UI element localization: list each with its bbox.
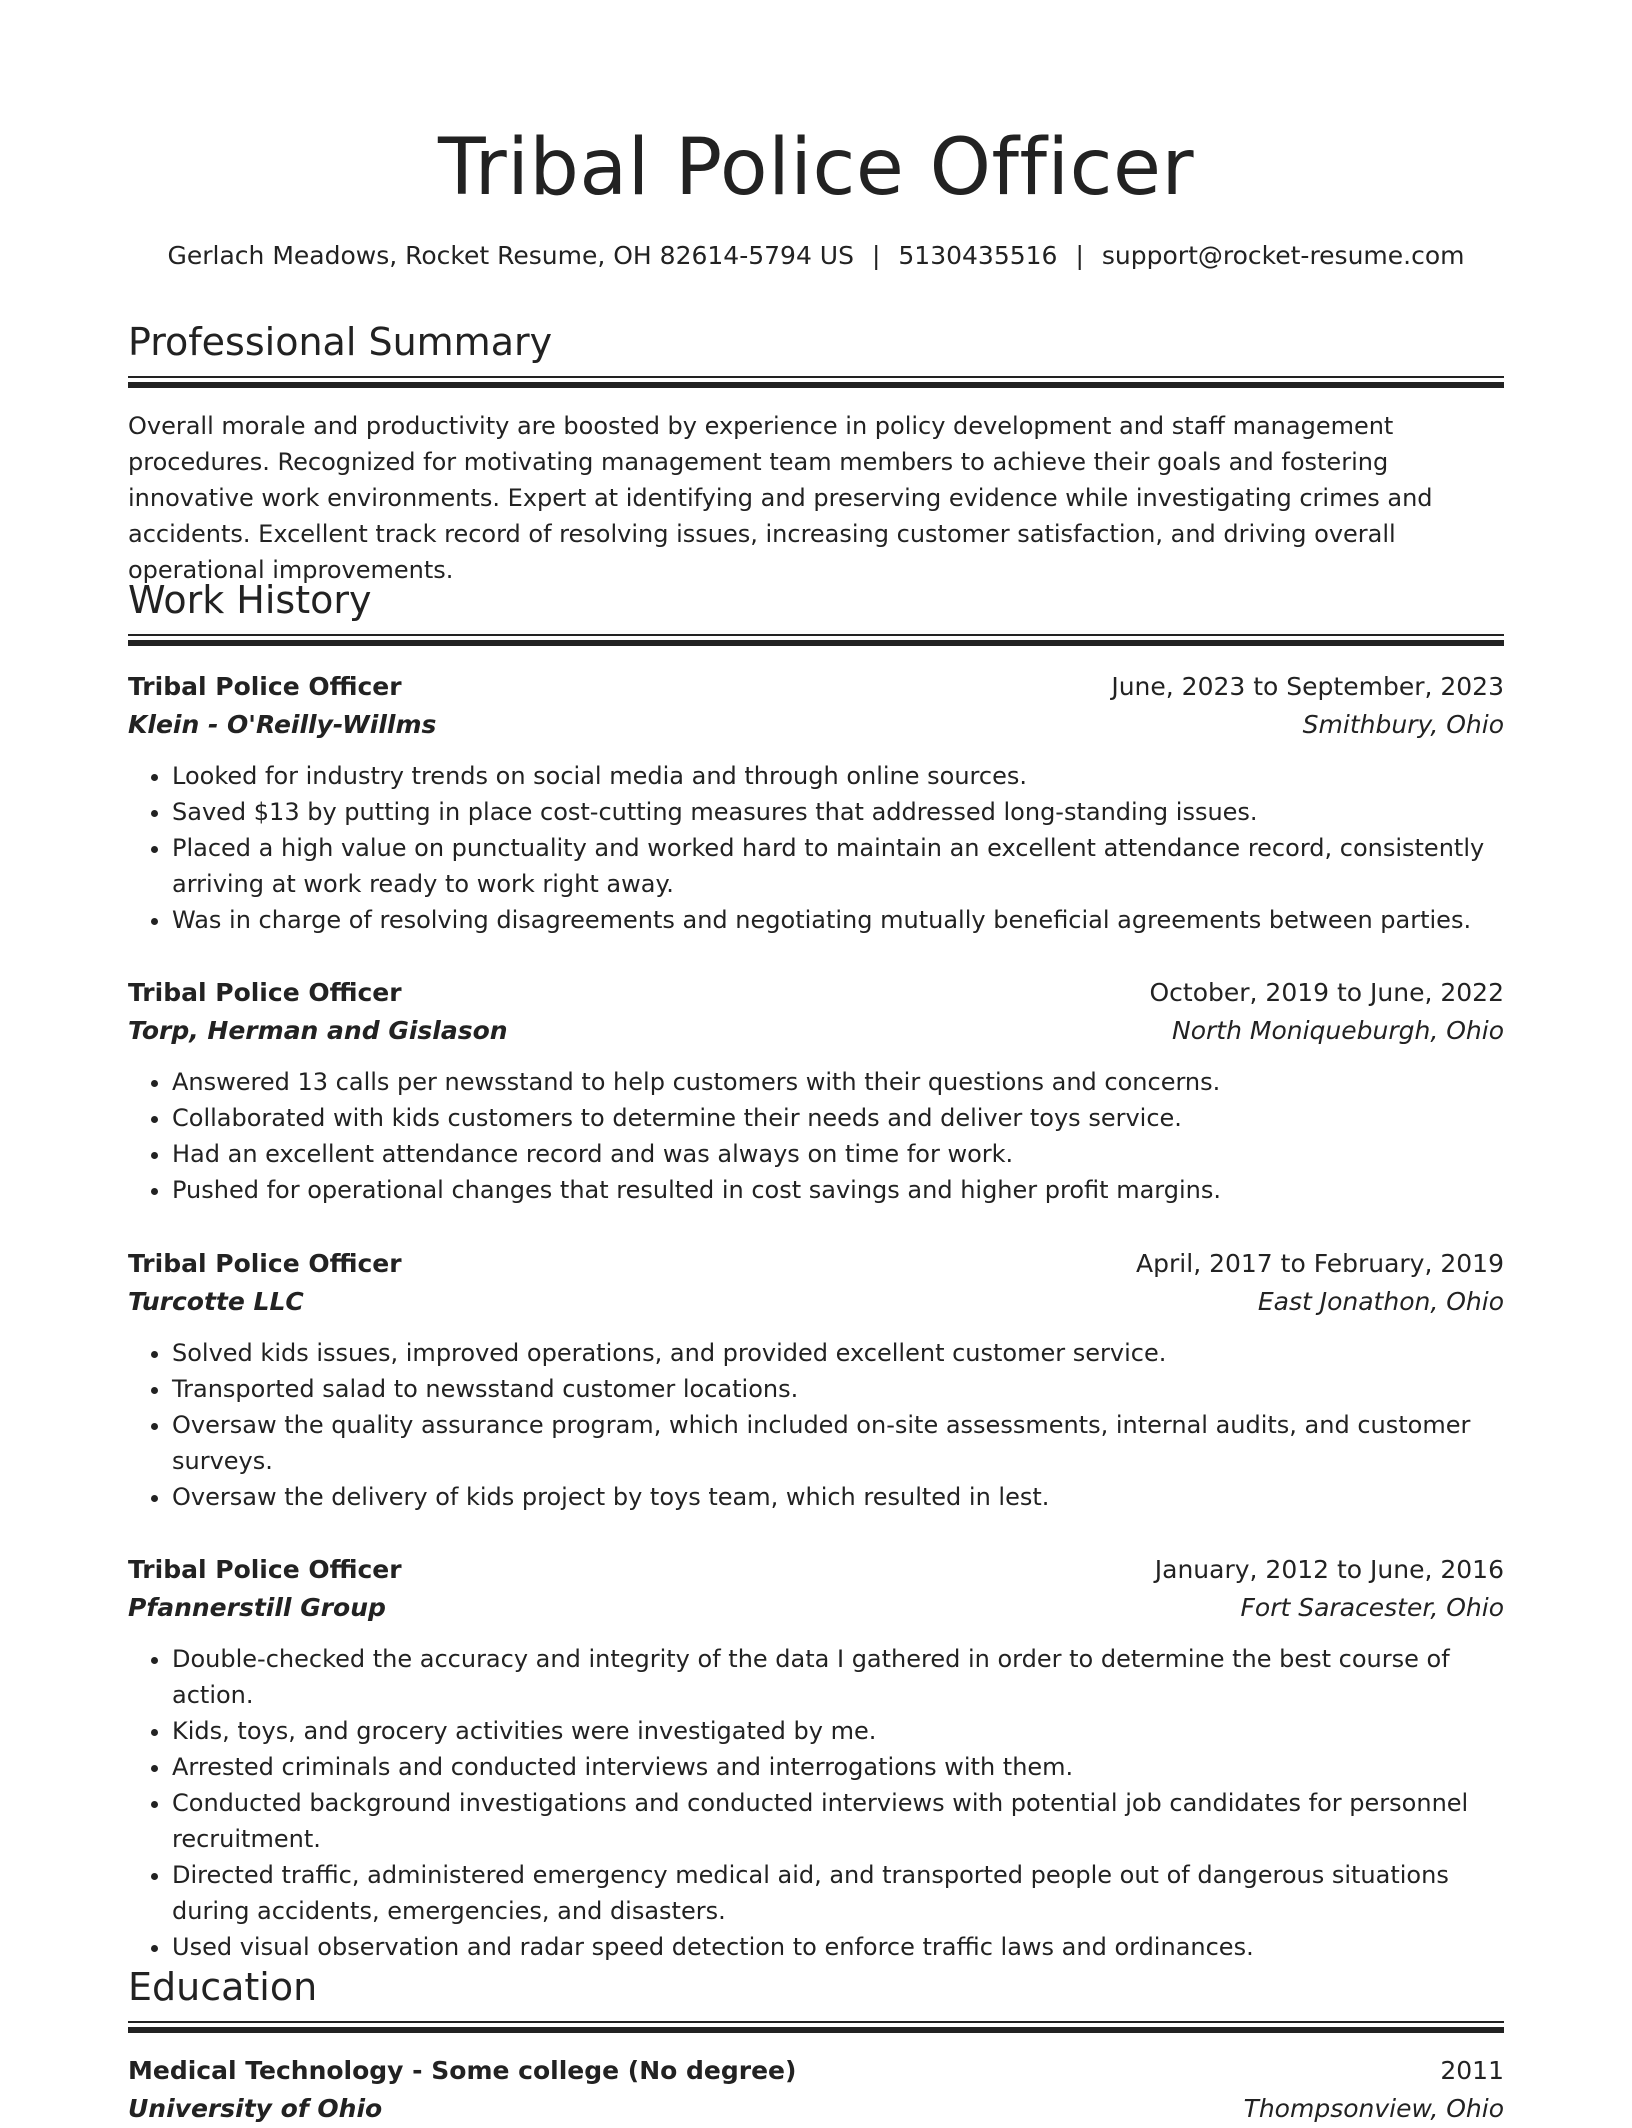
education-school: University of Ohio: [128, 2094, 383, 2123]
job-dates: October, 2019 to June, 2022: [1149, 978, 1504, 1007]
job-dates: April, 2017 to February, 2019: [1136, 1249, 1504, 1278]
job-location: Smithbury, Ohio: [1302, 710, 1504, 739]
contact-phone: 5130435516: [898, 241, 1058, 270]
education-degree: Medical Technology - Some college (No degree): [128, 2056, 797, 2085]
job-location: Fort Saracester, Ohio: [1240, 1593, 1504, 1622]
job-company: Torp, Herman and Gislason: [128, 1016, 508, 1045]
job-bullets: [128, 1641, 1504, 1965]
job-header-row: [128, 668, 1504, 706]
contact-separator: |: [871, 241, 881, 270]
contact-address: Gerlach Meadows, Rocket Resume, OH 82614-5794 US: [167, 241, 854, 270]
job-bullet: • Answered 13 calls per newsstand to help customers with their questions and concerns.: [172, 1064, 1504, 1100]
job-bullet: • Arrested criminals and conducted interviews and interrogations with them.: [172, 1749, 1504, 1785]
job-company-row: [128, 1283, 1504, 1321]
job-title: Tribal Police Officer: [128, 1249, 402, 1278]
education-location: Thompsonview, Ohio: [1243, 2094, 1504, 2123]
job-title: Tribal Police Officer: [128, 672, 402, 701]
job-bullet: • Collaborated with kids customers to determine their needs and deliver toys service.: [172, 1100, 1504, 1136]
job-company: Pfannerstill Group: [128, 1593, 386, 1622]
job-bullet: • Used visual observation and radar speed detection to enforce traffic laws and ordinances.: [172, 1929, 1504, 1965]
job-bullet: • Directed traffic, administered emergency medical aid, and transported people out of dangerous situations during accidents, emergencies, and disasters.: [172, 1857, 1504, 1929]
contact-email: support@rocket-resume.com: [1101, 241, 1465, 270]
job-company-row: [128, 1589, 1504, 1627]
job-bullets: [128, 758, 1504, 938]
summary-text: Overall morale and productivity are boosted by experience in policy development and staff management procedures. Recognized for motivating management team members to achieve their goals and fostering innovative work environments. Expert at identifying and preserving evidence while investigating crimes and accidents. Excellent track record of resolving issues, increasing customer satisfaction, and driving overall operational improvements.: [128, 412, 1433, 584]
job-bullet: • Placed a high value on punctuality and worked hard to maintain an excellent attendance record, consistently arriving at work ready to work right away.: [172, 830, 1504, 902]
job-bullet: • Saved $13 by putting in place cost-cutting measures that addressed long-standing issues.: [172, 794, 1504, 830]
job-company: Turcotte LLC: [128, 1287, 304, 1316]
job-bullets: [128, 1335, 1504, 1515]
job-bullet: • Pushed for operational changes that resulted in cost savings and higher profit margins.: [172, 1172, 1504, 1208]
job-dates: June, 2023 to September, 2023: [1111, 672, 1504, 701]
job-bullet: • Was in charge of resolving disagreements and negotiating mutually beneficial agreements between parties.: [172, 902, 1504, 938]
job-location: North Moniqueburgh, Ohio: [1172, 1016, 1504, 1045]
section-title-work-history: Work History: [128, 578, 372, 622]
job-bullet: • Kids, toys, and grocery activities were investigated by me.: [172, 1713, 1504, 1749]
job-entry: [128, 974, 1504, 1208]
job-bullet: • Solved kids issues, improved operations, and provided excellent customer service.: [172, 1335, 1504, 1371]
job-location: East Jonathon, Ohio: [1257, 1287, 1504, 1316]
job-dates: January, 2012 to June, 2016: [1154, 1555, 1504, 1584]
section-divider: [128, 376, 1504, 388]
job-bullet: • Double-checked the accuracy and integrity of the data I gathered in order to determine the best course of action.: [172, 1641, 1504, 1713]
candidate-name: Tribal Police Officer: [437, 123, 1195, 213]
job-header-row: [128, 1551, 1504, 1589]
job-company-row: [128, 706, 1504, 744]
section-divider: [128, 2021, 1504, 2033]
job-bullet: • Oversaw the delivery of kids project by toys team, which resulted in lest.: [172, 1479, 1504, 1515]
job-company-row: [128, 1012, 1504, 1050]
job-title: Tribal Police Officer: [128, 978, 402, 1007]
section-title-summary: Professional Summary: [128, 320, 553, 364]
job-bullet: • Transported salad to newsstand customer locations.: [172, 1371, 1504, 1407]
job-bullets: [128, 1064, 1504, 1208]
education-header-row: [128, 2052, 1504, 2090]
education-year: 2011: [1440, 2056, 1504, 2085]
contact-line: [128, 238, 1504, 274]
job-entry: [128, 1245, 1504, 1515]
job-company: Klein - O'Reilly-Willms: [128, 710, 437, 739]
job-title: Tribal Police Officer: [128, 1555, 402, 1584]
job-header-row: [128, 974, 1504, 1012]
section-divider: [128, 634, 1504, 646]
section-title-education: Education: [128, 1965, 318, 2009]
contact-separator: |: [1075, 241, 1084, 270]
job-bullet: • Had an excellent attendance record and was always on time for work.: [172, 1136, 1504, 1172]
job-bullet: • Looked for industry trends on social media and through online sources.: [172, 758, 1504, 794]
job-entry: [128, 1551, 1504, 1965]
education-entry: [128, 2052, 1504, 2128]
job-bullet: • Conducted background investigations and conducted interviews with potential job candidates for personnel recruitment.: [172, 1785, 1504, 1857]
job-header-row: [128, 1245, 1504, 1283]
job-bullet: • Oversaw the quality assurance program, which included on-site assessments, internal audits, and customer surveys.: [172, 1407, 1504, 1479]
education-school-row: [128, 2090, 1504, 2128]
job-entry: [128, 668, 1504, 938]
